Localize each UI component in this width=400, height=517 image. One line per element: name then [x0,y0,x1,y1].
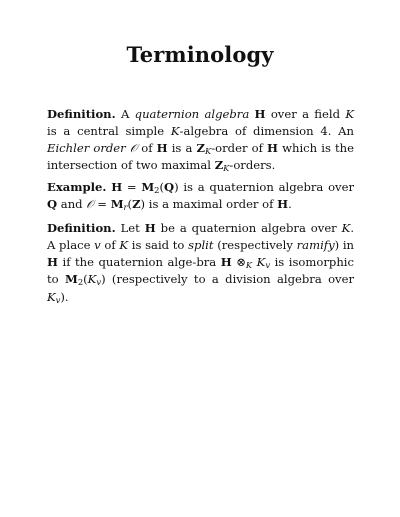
text-segment: Z [132,196,141,211]
text-segment: is a central simple [47,123,171,138]
text-segment: K [245,260,253,271]
text-segment: 2 [77,277,84,288]
text-segment: ( [127,196,133,211]
text-segment: Let [120,220,145,235]
text-segment: K [87,272,97,287]
text-segment: 2 [154,184,160,195]
text-segment: ramify [296,237,335,252]
text-segment: and [57,196,87,211]
text-segment: H [111,179,123,194]
text-segment: K [47,289,56,304]
text-segment: H [156,141,168,156]
text-segment: split [188,237,214,252]
text-segment: (respectively [213,237,297,252]
paragraph-keyword: Definition. [47,220,116,235]
text-segment: ) is a quaternion algebra over [174,179,355,194]
text-segment: ⊗ [231,255,246,270]
text-segment: of [100,237,120,252]
text-segment: H [277,196,289,211]
text-segment: K [256,255,266,270]
text-segment: . A place [47,220,355,252]
text-segment: is isomorphic to [47,255,354,287]
text-segment: of [137,141,157,156]
text-segment: v [94,237,101,252]
text-segment: which is the intersection of two maximal [47,141,354,173]
text-segment: Q [164,179,175,194]
text-segment: v [265,260,271,271]
text-segment: ). [60,289,69,304]
text-segment: K [223,163,230,174]
text-segment: v [55,294,61,305]
text-segment: be a quaternion algebra over [155,220,342,235]
text-segment: ( [83,272,88,287]
text-segment: -order of [211,141,267,156]
text-segment: H [144,220,156,235]
text-segment: Eichler order [47,141,126,156]
text-segment: H [254,106,266,121]
text-segment: A [120,106,135,121]
text-segment: K [345,106,354,121]
text-segment: Q [47,196,58,211]
text-segment: ( [159,179,164,194]
text-segment: Z [214,158,224,173]
text-segment: K [341,220,351,235]
text-segment: K [119,237,129,252]
text-segment: quaternion algebra [134,106,250,121]
text-segment: . [288,196,292,211]
text-segment: 𝒪 [86,196,94,211]
text-segment: over a field [265,106,346,121]
text-segment: if the quaternion alge-bra [57,255,221,270]
text-segment: M [64,272,78,287]
text-segment: M [141,179,155,194]
text-segment: H [266,141,278,156]
text-segment: is a [167,141,197,156]
text-segment: K [170,123,180,138]
text-segment: = [93,196,111,211]
text-segment: M [110,196,124,211]
paragraph-keyword: Example. [47,179,107,194]
text-segment: r [123,201,128,212]
text-segment: 𝒪 [129,141,138,156]
text-segment: v [96,277,102,288]
text-segment: H [220,255,232,270]
definition-split-ramify [47,220,354,306]
text-segment: K [204,146,212,157]
text-segment: -algebra of dimension 4. An [179,123,354,138]
text-segment: -orders. [229,158,276,173]
slide-title: Terminology [126,42,274,67]
text-segment: is said to [128,237,189,252]
example-matrix-algebra [47,179,354,214]
text-segment: ) is a maximal order of [140,196,278,211]
text-segment: ) in [334,237,355,252]
definition-quaternion-algebra [47,106,354,175]
text-segment: H [47,255,58,270]
text-segment: = [122,179,142,194]
text-segment: ) (respectively to a division algebra over [101,272,355,287]
paragraph-keyword: Definition. [47,106,116,121]
text-segment: Z [196,141,205,156]
